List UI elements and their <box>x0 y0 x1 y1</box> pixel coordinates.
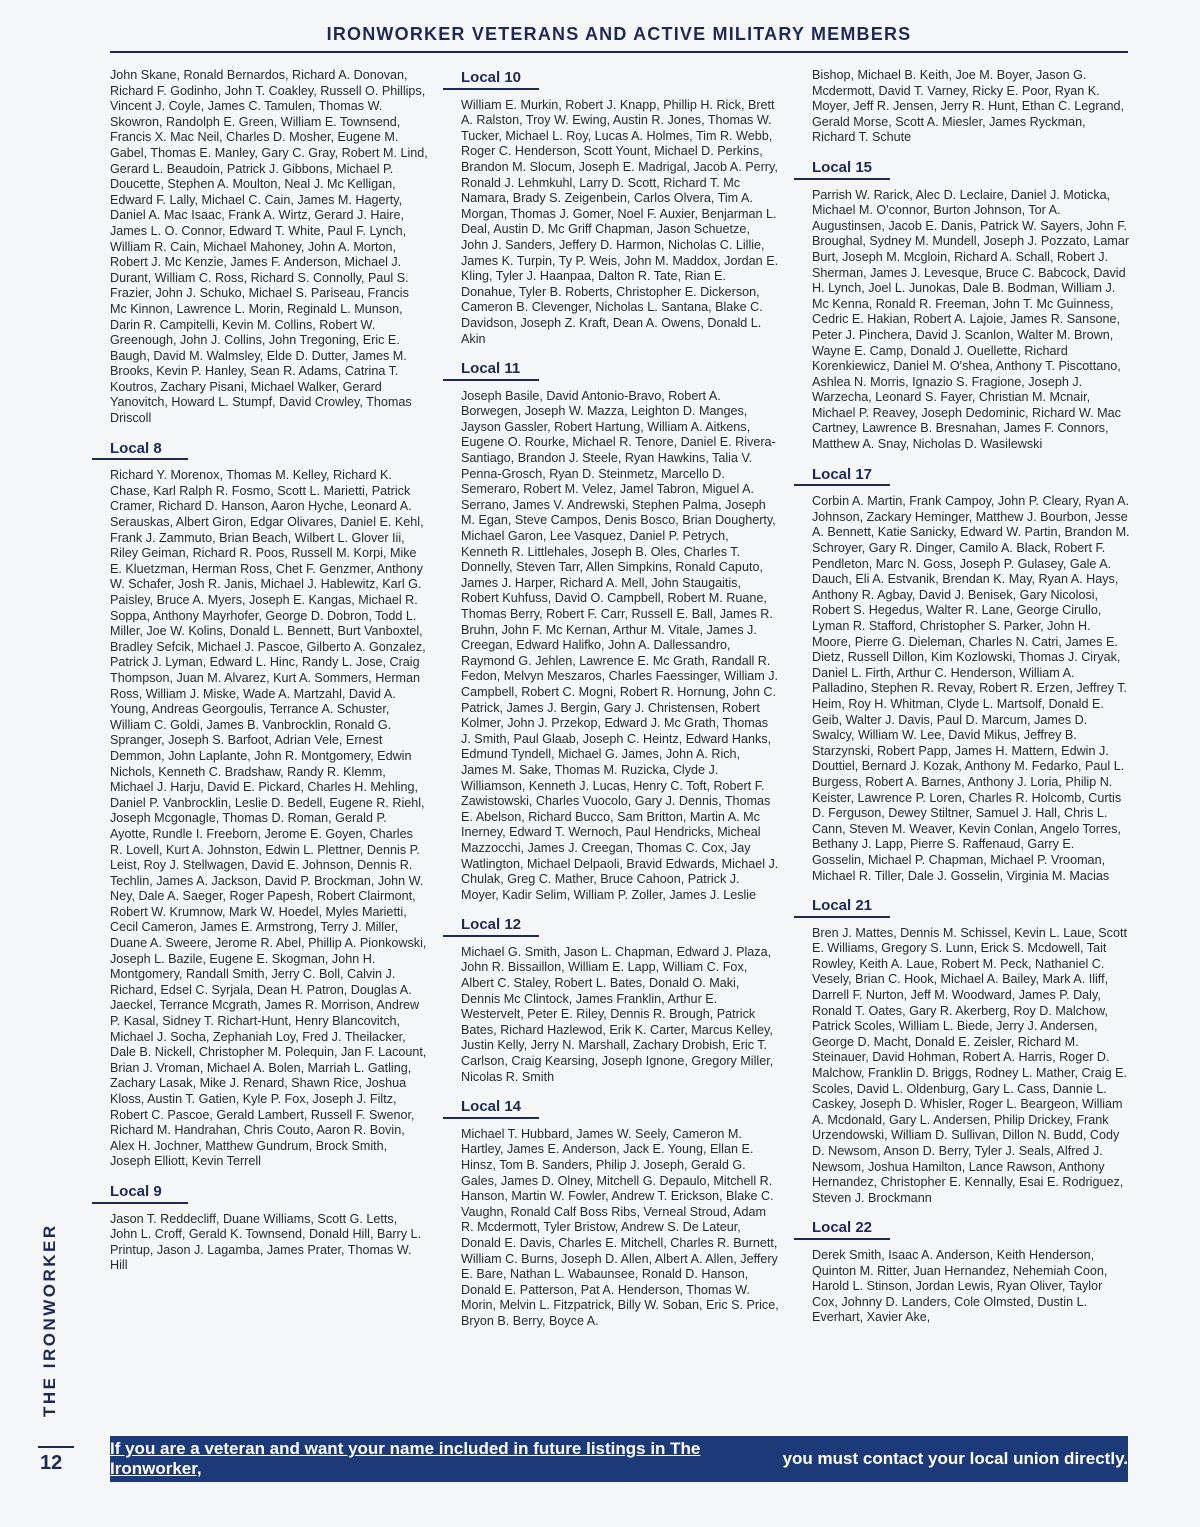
banner-text: you must contact your local union directly. <box>777 1449 1128 1468</box>
column-3 <box>812 68 1130 1326</box>
section-title-local-15: Local 15 <box>794 158 890 180</box>
column-1 <box>110 68 428 1274</box>
section-title-local-11: Local 11 <box>443 359 539 381</box>
names-local-8: Richard Y. Morenox, Thomas M. Kelley, Richard K. Chase, Karl Ralph R. Fosmo, Scott L. Marietti, Patrick Cramer, Richard D. Hanson, Aaron Hyche, Leonard A. Serauskas, Albert Giron, Edgar Olivares, Daniel E. Kehl, Frank J. Zammuto, Brian Beach, Wilbert L. Glover Iii, Riley Geiman, Richard R. Poos, Russell M. Korpi, Mike E. Kluetzman, Herman Ross, Chet F. Genzmer, Anthony W. Schafer, Josh R. Janis, Michael J. Hablewitz, Karl G. Paisley, Bruce A. Myers, Joseph E. Kangas, Michael R. Soppa, Anthony Mayrhofer, George D. Dobron, Todd L. Miller, Joe W. Kolins, Donald L. Bennett, Burt Vanboxtel, Bradley Sefcik, Michael J. Pascoe, Gilberto A. Gonzalez, Patrick J. Lyman, Edward L. Hinc, Randy L. Jose, Craig Thompson, Juan M. Alvarez, Kurt A. Sommers, Herman Ross, William J. Miske, Wade A. Martzahl, David A. Young, Andreas Georgoulis, Terrance A. Schuster, William C. Goldi, James B. Vanbrocklin, Ronald G. Spranger, Joseph S. Barfoot, Adrian Vele, Ernest Demmon, John Laplante, John R. Montgomery, Edwin Nichols, Kenneth C. Bradshaw, Randy R. Klemm, Michael J. Harju, David E. Pickard, Charles H. Mehling, Daniel P. Vanbrocklin, Leslie D. Bedell, Eugene R. Riehl, Joseph Mcgonagle, Thomas D. Roman, Gerald P. Ayotte, Rundle I. Freeborn, Jerome E. Goyen, Charles R. Lovell, Kurt A. Johnston, Edwin L. Plettner, Dennis P. Leist, Roy J. Stellwagen, David E. Johnson, Dennis R. Techlin, James A. Jackson, David P. Brockman, John W. Ney, Dale A. Saeger, Roger Papesh, Robert Clairmont, Robert W. Krumnow, Mark W. Hoedel, Myles Marietti, Cecil Cameron, James E. Armstrong, Terry J. Miller, Duane A. Sweere, Jerome R. Abel, Phillip A. Pionkowski, Joseph L. Bazile, Eugene E. Skogman, John H. Montgomery, Randall Smith, Jerry C. Boll, Calvin J. Richard, Edsel C. Syrjala, Dean H. Patron, Douglas A. Jaeckel, Terrance Mcgrath, James R. Morrison, Andrew P. Kasal, Sidney T. Richart-Hunt, Henry Blancovitch, Michael J. Socha, Zephaniah Loy, Fred J. Theilacker, Dale B. Nickell, Christopher M. Polequin, Jan F. Lacount, Brian J. Vroman, Michael A. Bolen, Marriah L. Gatling, Zachary Lasak, Mike J. Renard, Shawn Rice, Joshua Kloss, Austin T. Gatien, Kyle P. Fox, Joseph J. Filtz, Robert C. Pascoe, Gerald Lambert, Russell F. Swenor, Richard M. Handrahan, Chris Couto, Aaron R. Bovin, Alex H. Jochner, Matthew Gundrum, Brock Smith, Joseph Elliott, Kevin Terrell <box>110 468 427 1169</box>
section-title-local-8: Local 8 <box>92 439 188 461</box>
column-2 <box>461 68 779 1330</box>
names-local-17: Corbin A. Martin, Frank Campoy, John P. Cleary, Ryan A. Johnson, Zackary Heminger, Matthew J. Bourbon, Jesse A. Bennett, Katie Sanicky, Edward W. Partin, Brandon M. Schroyer, Gary R. Dinger, Camilo A. Black, Robert F. Pendleton, Marc N. Goss, Joseph P. Gulasey, Gale A. Dauch, Eli A. Estvanik, Brendan K. May, Ryan A. Hays, Anthony R. Agbay, David J. Benisek, Gary Nicolosi, Robert S. Hegedus, Walter R. Lane, George Cirullo, Lyman R. Stafford, Christopher S. Parker, John H. Moore, Pierre G. Dieleman, Charles N. Catri, James E. Dietz, Russell Dillon, Kim Kozlowski, Thomas J. Ciryak, Daniel L. Firth, Arthur C. Henderson, William A. Palladino, Stephen R. Revay, Robert R. Erzen, Jeffrey T. Heim, Roy H. Whitman, Clyde L. Martsolf, Donald E. Geib, Walter J. Davis, Paul D. Marcum, James D. Swalcy, William W. Lee, David Mikus, Jeffrey B. Starzynski, Robert Papp, James H. Mattern, Edwin J. Douttiel, Bernard J. Kozak, Anthony M. Fedarko, Paul L. Burgess, Robert A. Barnes, Anthony J. Loria, Philip N. Keister, Lawrence P. Loren, Charles R. Holcomb, Curtis D. Ferguson, Dewey Stiltner, Samuel J. Hall, Chris L. Cann, Steven M. Weaver, Kevin Conlan, Angelo Torres, Bethany J. Lapp, Pierre S. Raffenaud, Garry E. Gosselin, Michael P. Chapman, Michael P. Vrooman, Michael R. Tiller, Dale J. Gosselin, Virginia M. Macias <box>812 494 1130 883</box>
section-title-local-12: Local 12 <box>443 915 539 937</box>
header-rule <box>110 51 1128 53</box>
names-local-10: William E. Murkin, Robert J. Knapp, Phillip H. Rick, Brett A. Ralston, Troy W. Ewing, Austin R. Jones, Thomas W. Tucker, Michael L. Roy, Lucas A. Holmes, Tim R. Webb, Roger C. Henderson, Scott Yount, Michael D. Perkins, Brandon M. Slocum, Joseph E. Madrigal, Jacob A. Perry, Ronald J. Lehmkuhl, Larry D. Scott, Richard T. Mc Namara, Brady S. Zeigenbein, Carlos Olvera, Tim A. Morgan, Thomas J. Gomer, Noel F. Auxier, Benjarman L. Deal, Austin D. Mc Griff Chapman, Jason Schuetze, John J. Sanders, Jeffery D. Harmon, Nicholas C. Lillie, James K. Turpin, Ty P. Weis, John M. Maddox, Jordan E. Kling, Tyler J. Haanpaa, Dalton R. Tate, Rian E. Donahue, Tyler B. Roberts, Christopher E. Dickerson, Cameron B. Clevenger, Nicholas L. Santana, Blake C. Davidson, Joseph Z. Kraft, Dean A. Owens, Donald L. Akin <box>461 97 779 346</box>
section-title-local-21: Local 21 <box>794 896 890 918</box>
footer-banner <box>110 1436 1128 1482</box>
section-title-local-9: Local 9 <box>92 1182 188 1204</box>
page-number: 12 <box>40 1452 63 1474</box>
section-title-local-14: Local 14 <box>443 1097 539 1119</box>
names-local-21: Bren J. Mattes, Dennis M. Schissel, Kevin L. Laue, Scott E. Williams, Gregory S. Lunn, Erick S. Mcdowell, Tait Rowley, Keith A. Laue, Robert M. Peck, Nathaniel C. Vesely, Brian C. Hook, Michael A. Bailey, Mark A. Iliff, Darrell F. Nurton, Jeff M. Woodward, James P. Daly, Ronald T. Oates, Gary R. Akerberg, Roy D. Malchow, Patrick Scoles, William L. Biede, Jerry J. Andersen, George D. Macht, Donald E. Zeisler, Richard M. Steinauer, David Hohman, Robert A. Harris, Roger D. Malchow, Franklin D. Briggs, Rodney L. Mather, Craig E. Scoles, David L. Oldenburg, Gary L. Cass, Dannie L. Caskey, Joseph D. Whisler, Roger L. Beargeon, William A. Mcdonald, Gary L. Andersen, Philip Drickey, Frank Urzendowski, William D. Sullivan, Dillon N. Budd, Cody D. Newsom, Anson D. Berry, Tyler J. Seals, Alfred J. Newsom, Joshua Hamilton, Lance Rawson, Anthony Hernandez, Christopher E. Kennally, Esai E. Rodriguez, Steven J. Brockmann <box>812 925 1127 1205</box>
names-local-22: Derek Smith, Isaac A. Anderson, Keith Henderson, Quinton M. Ritter, Juan Hernandez, Nehemiah Coon, Harold L. Stinson, Jordan Lewis, Ryan Oliver, Taylor Cox, Johnny D. Landers, Cole Olmsted, Dustin L. Everhart, Xavier Ake, <box>812 1247 1108 1325</box>
section-title-local-17: Local 17 <box>794 465 890 487</box>
banner-underlined-text: If you are a veteran and want your name included in future listings in The Ironworker, <box>110 1439 701 1478</box>
continued-names: John Skane, Ronald Bernardos, Richard A. Donovan, Richard F. Godinho, John T. Coakley, Russell O. Phillips, Vincent J. Coyle, James C. Tamulen, Thomas W. Skowron, Randolph E. Green, William E. Townsend, Francis X. Mac Neil, Charles D. Mosher, Eugene M. Gabel, Thomas E. Manley, Gary C. Gray, Robert M. Lind, Gerard L. Beaudoin, Patrick J. Gibbons, Michael P. Doucette, Stephen A. Moulton, Neal J. Mc Kelligan, Edward F. Lally, Michael C. Cain, James M. Hagerty, Daniel A. Mac Isaac, Frank A. Wirtz, Gerard J. Haire, James L. O. Connor, Edward T. White, Paul F. Lynch, William R. Cain, Michael Mahoney, John A. Morton, Robert J. Mc Kenzie, James F. Anderson, Michael J. Durant, William C. Ross, Richard S. Connolly, Paul S. Frazier, John J. Schuko, Michael S. Pariseau, Francis Mc Kinnon, Lawrence L. Morin, Reginald L. Munson, Darin R. Campitelli, Kevin M. Collins, Robert W. Greenough, John J. Collins, John Tregoning, Eric E. Baugh, David M. Walmsley, Elde D. Dutter, James M. Brooks, Kevin P. Hanley, Sean R. Adams, Catrina T. Koutros, Zachary Pisani, Michael Walker, Gerard Yanovitch, Howard L. Stumpf, David Crowley, Thomas Driscoll <box>110 68 428 426</box>
names-local-15: Parrish W. Rarick, Alec D. Leclaire, Daniel J. Moticka, Michael M. O'connor, Burton Johnson, Tor A. Augustinsen, Jacob E. Danis, Patrick W. Sayers, John F. Broughal, Sydney M. Mundell, Joseph J. Pozzato, Lamar Burt, Joseph M. Mcgloin, Richard A. Schall, Robert J. Sherman, James J. Levesque, Bruce C. Babcock, David H. Lynch, Joel L. Junokas, Dale B. Bodman, William J. Mc Kenna, Ronald R. Freeman, John T. Mc Guinness, Cedric E. Hakian, Robert A. Lajoie, James R. Sansone, Peter J. Pinchera, David J. Scanlon, Walter M. Brown, Wayne E. Camp, Donald J. Ouellette, Richard Korenkiewicz, Daniel M. O'shea, Anthony T. Piscottano, Ashlea N. Morris, Ignazio S. Fragione, Joseph J. Warzecha, Leonard S. Fayer, Christian M. Mcnair, Michael P. Reavey, Joseph Dedominic, Richard W. Mac Cartney, Lawrence B. Bresnahan, James F. Connors, Matthew A. Snay, Nicholas D. Wasilewski <box>812 187 1130 452</box>
section-title-local-10: Local 10 <box>443 68 539 90</box>
continued-names: Bishop, Michael B. Keith, Joe M. Boyer, Jason G. Mcdermott, David T. Varney, Ricky E. Poor, Ryan K. Moyer, Jeff R. Jensen, Jerry R. Hunt, Ethan C. Legrand, Gerald Morse, Scott A. Miesler, James Ryckman, Richard T. Schute <box>812 68 1124 145</box>
names-local-12: Michael G. Smith, Jason L. Chapman, Edward J. Plaza, John R. Bissaillon, William E. Lapp, William C. Fox, Albert C. Staley, Robert L. Bates, Donald O. Maki, Dennis Mc Clintock, James Franklin, Arthur E. Westervelt, Peter E. Riley, Dennis R. Brough, Patrick Bates, Richard Hazlewod, Erik K. Carter, Marcus Kelley, Justin Kelly, Jerry N. Marshall, Zachary Drobish, Eric T. Carlson, Craig Kearsing, Joseph Ignone, Gregory Miller, Nicolas R. Smith <box>461 944 774 1084</box>
names-local-9: Jason T. Reddecliff, Duane Williams, Scott G. Letts, John L. Croff, Gerald K. Townsend, Donald Hill, Barry L. Printup, Jason J. Lagamba, James Prater, Thomas W. Hill <box>110 1211 422 1273</box>
names-local-14: Michael T. Hubbard, James W. Seely, Cameron M. Hartley, James E. Anderson, Jack E. Young, Ellan E. Hinsz, Tom B. Sanders, Philip J. Joseph, Gerald G. Gales, James D. Olney, Mitchell G. Depaulo, Mitchell R. Hanson, Martin W. Fowler, Andrew T. Erickson, Blake C. Vaughn, Ronald Calf Boss Ribs, Verneal Stroud, Adam R. Mcdermott, Tyler Bristow, Andrew S. De Lateur, Donald E. Davis, Charles E. Mitchell, Charles R. Burnett, William C. Burns, Joseph D. Allen, Albert A. Allen, Jeffery E. Bare, Nathan L. Wabaunsee, Ronald D. Hanson, Donald E. Patterson, Pat A. Henderson, Thomas W. Morin, Melvin L. Fitzpatrick, Billy W. Soban, Eric S. Price, Bryon B. Berry, Boyce A. <box>461 1126 779 1328</box>
page-header-title: IRONWORKER VETERANS AND ACTIVE MILITARY MEMBERS <box>326 24 912 44</box>
names-local-11: Joseph Basile, David Antonio-Bravo, Robert A. Borwegen, Joseph W. Mazza, Leighton D. Manges, Jayson Gassler, Robert Hartung, William A. Aitkens, Eugene O. Rourke, Michael R. Tenore, Daniel E. Rivera-Santiago, Brandon J. Steele, Ryan Hawkins, Talia V. Penna-Grosch, Ryan D. Steinmetz, Marcello D. Semeraro, Robert M. Velez, Jamel Tabron, Miguel A. Serrano, James V. Andrewski, Stephen Palma, Joseph M. Egan, Steve Campos, Denis Bosco, Brian Dougherty, Michael Garon, Lee Vasquez, Daniel P. Petrych, Kenneth R. Littlehales, Joseph B. Oles, Charles T. Donnelly, Steven Tarr, Allen Simpkins, Ronald Caputo, James J. Harper, Richard A. Mell, John Staugaitis, Robert Kuhfuss, David O. Campbell, Robert M. Ruane, Thomas Berry, Robert F. Carr, Russell E. Ball, James R. Bruhn, John F. Mc Kernan, Arthur M. Vitale, James J. Creegan, Edward Halifko, John A. Dallessandro, Raymond G. Jehlen, Lawrence E. Mc Grath, Randall R. Fedon, Melvyn Meszaros, Charles Faessinger, William J. Campbell, Robert C. Mogni, Robert R. Hornung, John C. Patrick, James J. Bergin, Gary J. Christensen, Robert Kolmer, John J. Przekop, Edward J. Mc Grath, Thomas J. Smith, Paul Glaab, Joseph C. Heintz, Edward Hanks, Edmund Tyndell, Michael G. James, John A. Rich, James M. Sake, Thomas M. Ruzicka, Clyde J. Williamson, Kenneth J. Lucas, Henry C. Toft, Robert F. Zawistowski, Charles Vuocolo, Gary J. Dennis, Thomas E. Abelson, Richard Bucco, Sam Britton, Martin A. Mc Inerney, Edward T. Wernoch, Paul Hendricks, Micheal Mazzocchi, James J. Creegan, Thomas C. Cox, Jay Watlington, Michael Delpaoli, Bravid Edwards, Michael J. Chulak, Greg C. Mather, Bruce Cahoon, Patrick J. Moyer, Kadir Selim, William P. Zoller, James J. Leslie <box>461 388 779 902</box>
page-number-rule <box>38 1446 74 1448</box>
magazine-name: THE IRONWORKER <box>40 1223 59 1417</box>
section-title-local-22: Local 22 <box>794 1218 890 1240</box>
